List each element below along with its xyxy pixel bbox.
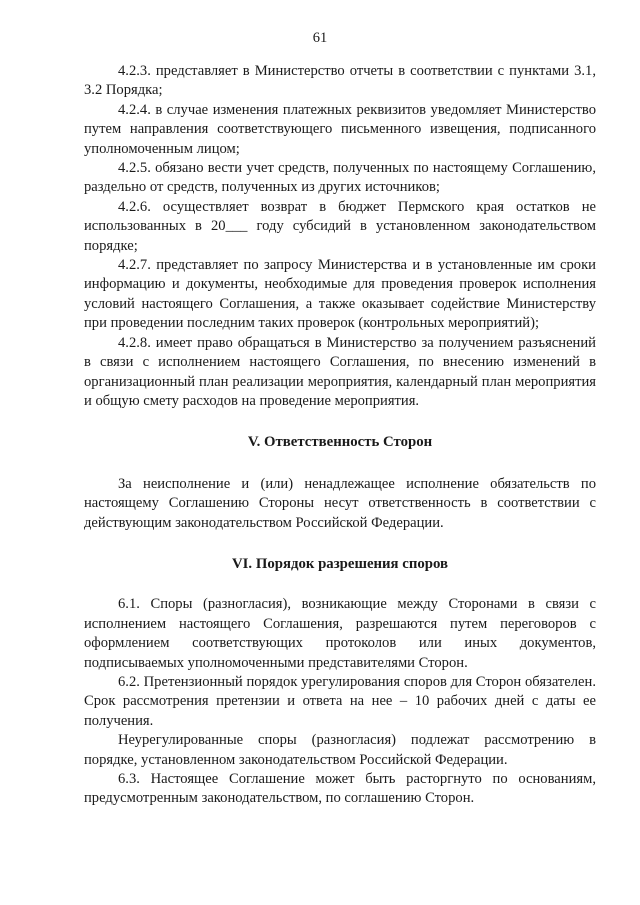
section-6-heading: VI. Порядок разрешения споров <box>231 555 449 572</box>
clause-4-2-6: 4.2.6. осуществляет возврат в бюджет Пермского края остатков не использованных в 20___ году субсидий в установленном законодательством порядке; <box>84 198 596 254</box>
clause-4-2-7: 4.2.7. представляет по запросу Министерства и в установленные им сроки информацию и документы, необходимые для проведения проверок исполнения условий настоящего Соглашения, а также оказывает содействие Министерству при проведении последним таких проверок (контрольных мероприятий); <box>84 257 596 332</box>
section-5-heading: V. Ответственность Сторон <box>247 434 433 451</box>
clause-6-2-unresolved: Неурегулированные споры (разногласия) подлежат рассмотрению в порядке, установленном законодательством Российской Федерации. <box>84 732 596 768</box>
clause-6-3: 6.3. Настоящее Соглашение может быть расторгнуто по основаниям, предусмотренным законодательством, по соглашению Сторон. <box>84 771 596 807</box>
clause-4-2-5: 4.2.5. обязано вести учет средств, полученных по настоящему Соглашению, раздельно от средств, полученных из других источников; <box>84 160 596 196</box>
clause-4-2-3: 4.2.3. представляет в Министерство отчеты в соответствии с пунктами 3.1, 3.2 Порядка; <box>84 63 596 99</box>
page-number: 61 <box>312 30 328 46</box>
clause-4-2-4: 4.2.4. в случае изменения платежных реквизитов уведомляет Министерство путем направления соответствующего письменного извещения, подписанного уполномоченным лицом; <box>84 101 596 157</box>
clause-6-2: 6.2. Претензионный порядок урегулирования споров для Сторон обязателен. Срок рассмотрения претензии и ответа на нее – 10 рабочих дней с даты ее получения. <box>84 673 596 729</box>
clause-4-2-8: 4.2.8. имеет право обращаться в Министерство за получением разъяснений в связи с исполнением настоящего Соглашения, по внесению изменений в организационный план реализации мероприятия, календарный план мероприятия и общую смету расходов на проведение мероприятия. <box>84 334 596 409</box>
clause-6-1: 6.1. Споры (разногласия), возникающие между Сторонами в связи с исполнением настоящего Соглашения, разрешаются путем переговоров с оформлением соответствующих протоколов или иных документов, подписываемых уполномоченными представителями Сторон. <box>84 596 596 671</box>
section-5-text: За неисполнение и (или) ненадлежащее исполнение обязательств по настоящему Соглашению Стороны несут ответственность в соответствии с действующим законодательством Российской Федерации. <box>84 475 596 531</box>
document-body <box>84 62 596 809</box>
